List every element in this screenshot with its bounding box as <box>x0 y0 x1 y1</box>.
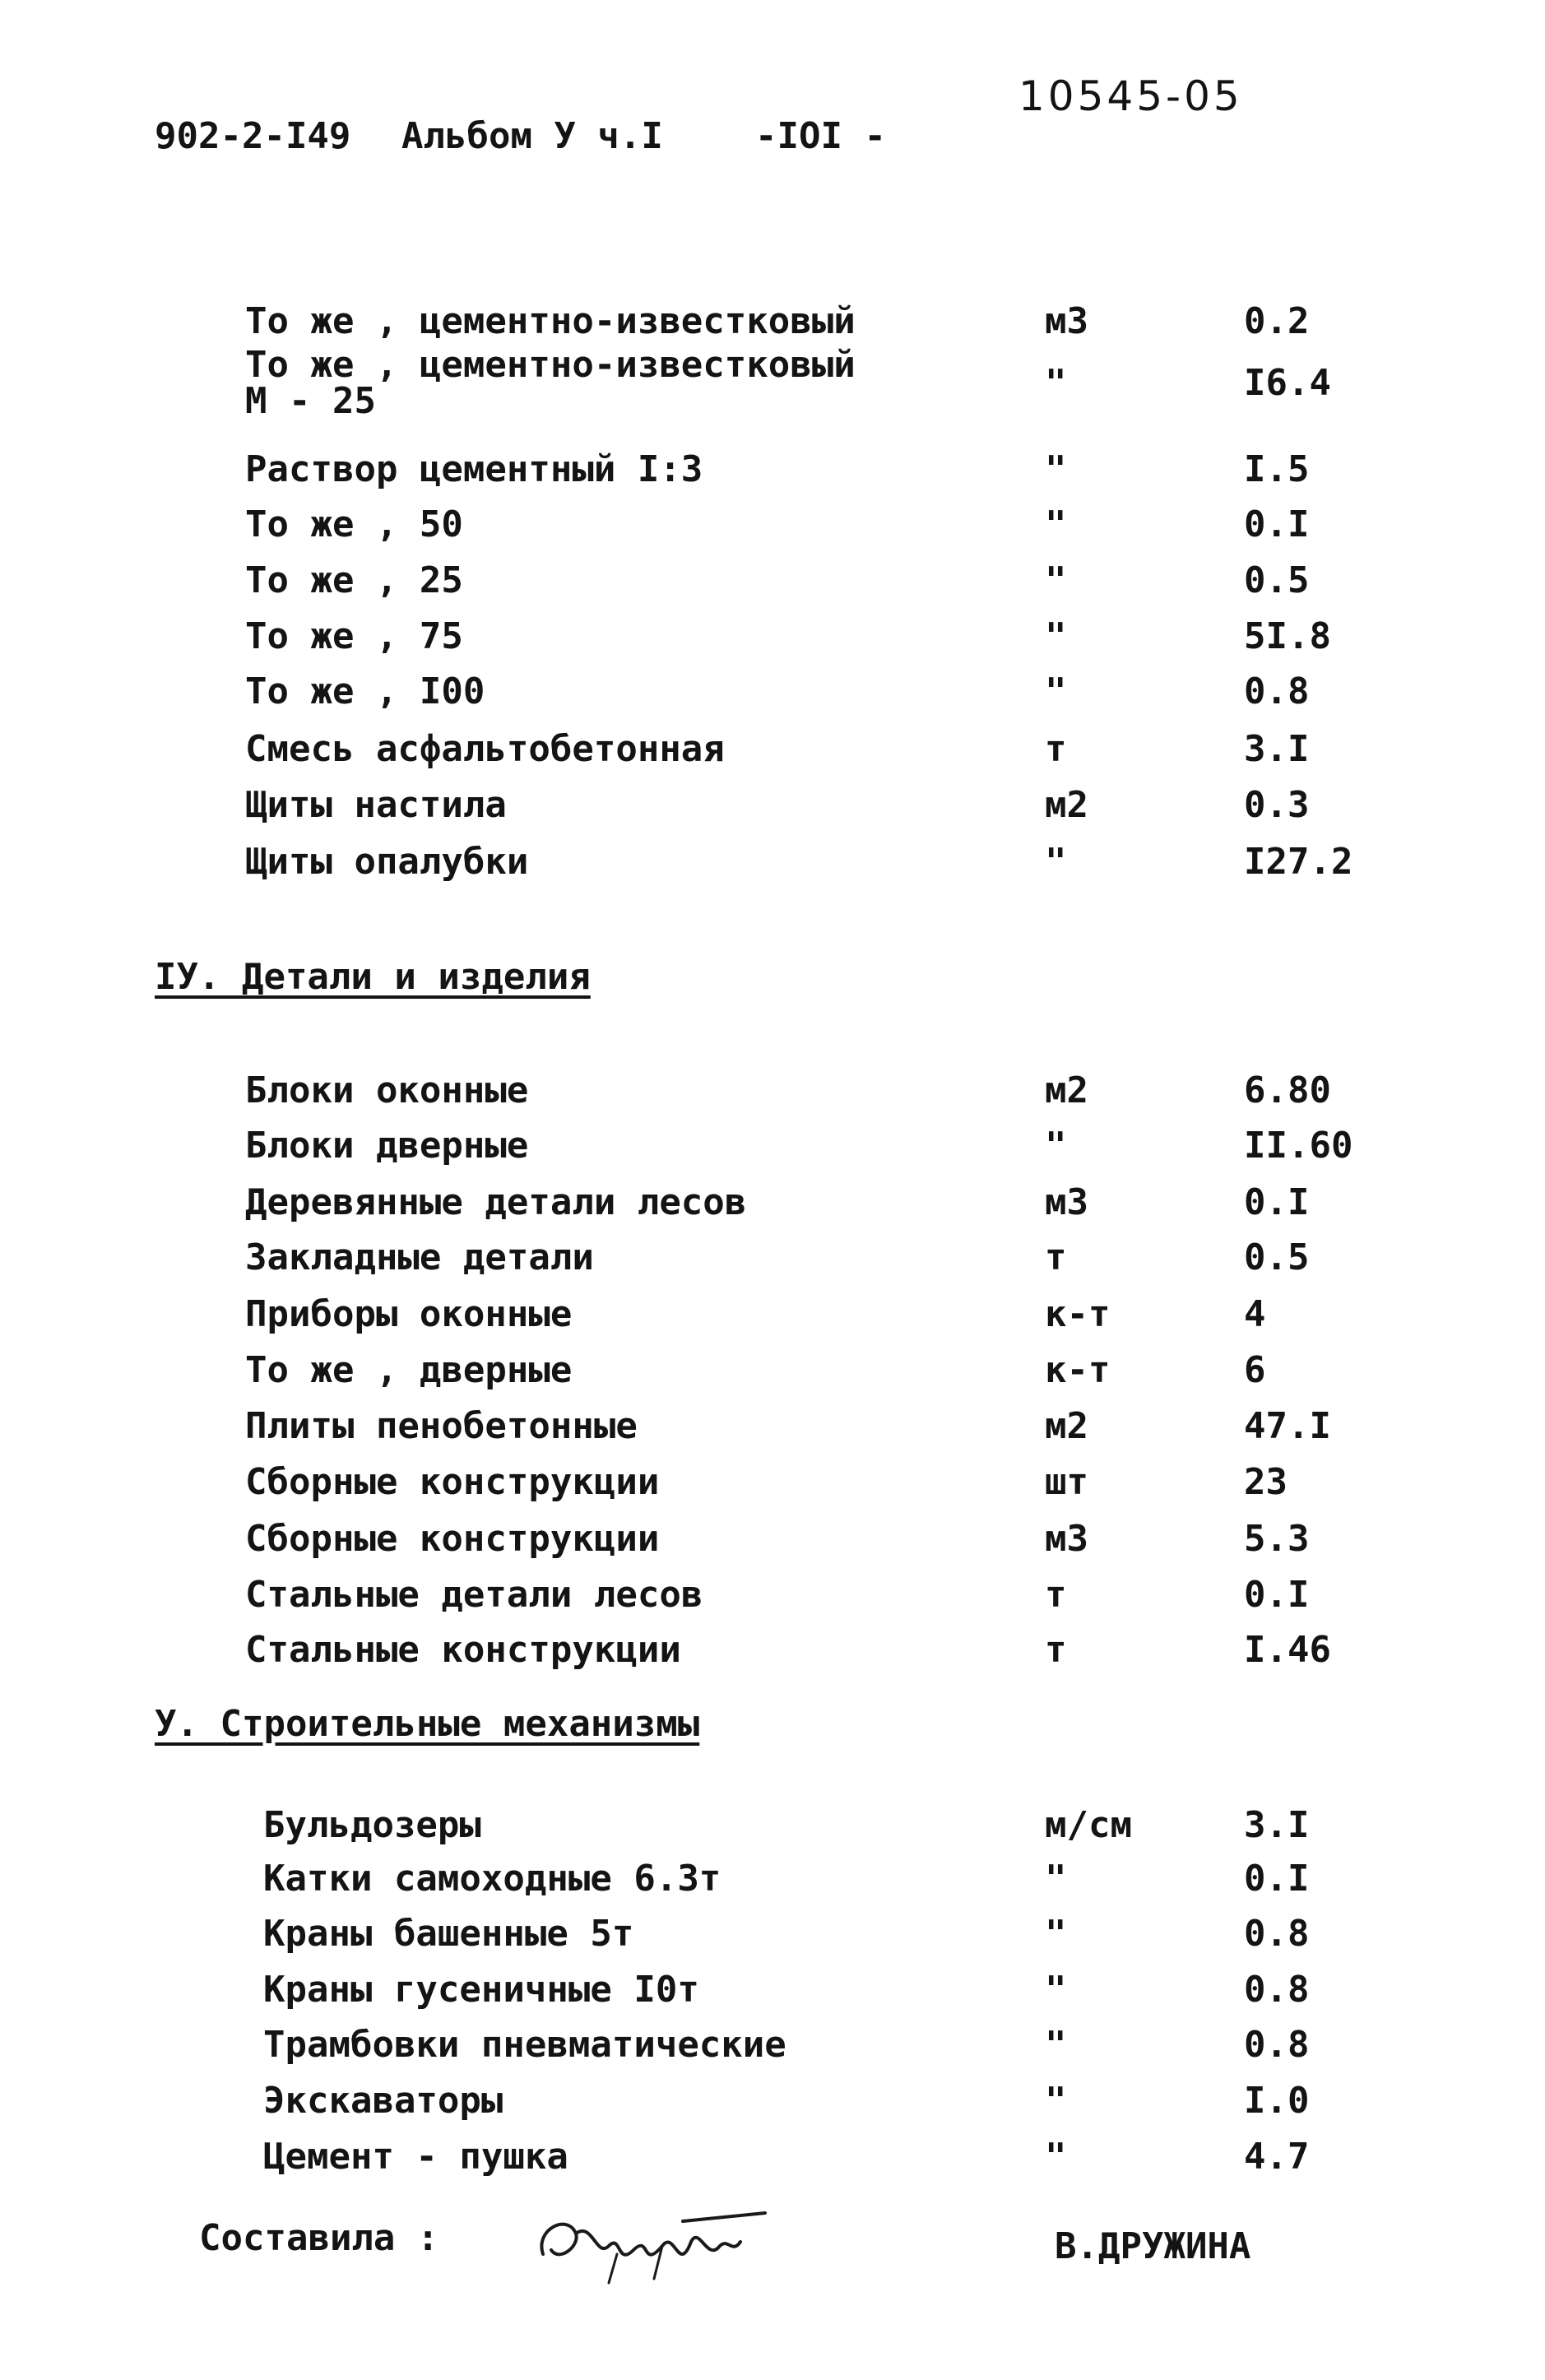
material-quantity: 5I.8 <box>1244 615 1331 657</box>
material-name: Щиты настила <box>245 784 507 826</box>
machine-row <box>263 1969 1408 2018</box>
machine-quantity: 0.8 <box>1244 1969 1310 2011</box>
machine-quantity: 4.7 <box>1244 2136 1310 2178</box>
material-unit: м2 <box>1045 784 1088 826</box>
material-unit: " <box>1045 559 1067 601</box>
material-unit: т <box>1045 728 1067 770</box>
part-quantity: 47.I <box>1244 1405 1331 1447</box>
handwritten-number: 10545-05 <box>1018 72 1243 120</box>
material-quantity: 0.2 <box>1244 300 1310 342</box>
material-quantity: 0.8 <box>1244 670 1310 712</box>
material-unit: " <box>1045 448 1067 490</box>
machine-name: Краны гусеничные I0т <box>263 1969 699 2011</box>
part-name: Сборные конструкции <box>245 1461 660 1503</box>
material-row <box>245 448 1408 498</box>
machine-row <box>263 1858 1408 1907</box>
machine-quantity: I.0 <box>1244 2080 1310 2122</box>
material-quantity: I27.2 <box>1244 841 1353 883</box>
machine-quantity: 0.8 <box>1244 2024 1310 2066</box>
part-unit: м3 <box>1045 1518 1088 1560</box>
material-name: То же , 25 <box>245 559 463 601</box>
machine-name: Цемент - пушка <box>263 2136 568 2178</box>
machine-quantity: 3.I <box>1244 1804 1310 1846</box>
material-row <box>245 344 1408 422</box>
machine-unit: м/см <box>1045 1804 1132 1846</box>
material-name: Щиты опалубки <box>245 841 529 883</box>
part-row <box>245 1125 1408 1174</box>
part-name: Стальные детали лесов <box>245 1574 703 1616</box>
machine-name: Экскаваторы <box>263 2080 503 2122</box>
machine-unit: " <box>1045 2136 1067 2178</box>
part-row <box>245 1629 1408 1678</box>
machine-name: Трамбовки пневматические <box>263 2024 786 2066</box>
part-name: Деревянные детали лесов <box>245 1181 747 1223</box>
part-row <box>245 1574 1408 1623</box>
machine-unit: " <box>1045 2080 1067 2122</box>
material-unit: " <box>1045 841 1067 883</box>
part-name: Приборы оконные <box>245 1293 573 1335</box>
machine-name: Бульдозеры <box>263 1804 481 1846</box>
material-name: То же , цементно-известковый М - 25 <box>245 344 856 422</box>
material-name: То же , цементно-известковый <box>245 300 856 342</box>
part-quantity: 0.I <box>1244 1181 1310 1223</box>
part-row <box>245 1405 1408 1454</box>
part-name: Плиты пенобетонные <box>245 1405 638 1447</box>
material-unit: " <box>1045 670 1067 712</box>
section-heading-machines: У. Строительные механизмы <box>155 1703 700 1745</box>
section-heading-parts: IУ. Детали и изделия <box>155 956 591 998</box>
material-row <box>245 841 1408 890</box>
part-quantity: 5.3 <box>1244 1518 1310 1560</box>
part-row <box>245 1461 1408 1510</box>
part-name: Закладные детали <box>245 1236 594 1278</box>
part-quantity: 6 <box>1244 1349 1266 1391</box>
material-quantity: 0.5 <box>1244 559 1310 601</box>
material-quantity: 0.3 <box>1244 784 1310 826</box>
machine-row <box>263 2080 1408 2129</box>
part-unit: к-т <box>1045 1293 1111 1335</box>
part-quantity: 6.80 <box>1244 1069 1331 1111</box>
material-row <box>245 300 1408 350</box>
part-row <box>245 1069 1408 1119</box>
signatory-name: В.ДРУЖИНА <box>1055 2225 1251 2267</box>
machine-name: Краны башенные 5т <box>263 1913 634 1955</box>
part-unit: м2 <box>1045 1405 1088 1447</box>
part-quantity: I.46 <box>1244 1629 1331 1671</box>
material-unit: м3 <box>1045 300 1088 342</box>
part-name: Блоки оконные <box>245 1069 529 1111</box>
part-row <box>245 1236 1408 1286</box>
machine-unit: " <box>1045 1858 1067 1900</box>
material-quantity: 0.I <box>1244 503 1310 545</box>
part-row <box>245 1293 1408 1343</box>
document-code: 902-2-I49 <box>155 115 351 157</box>
material-row <box>245 670 1408 720</box>
material-name: Раствор цементный I:3 <box>245 448 703 490</box>
part-quantity: 0.5 <box>1244 1236 1310 1278</box>
part-quantity: 23 <box>1244 1461 1288 1503</box>
part-unit: м3 <box>1045 1181 1088 1223</box>
part-unit: " <box>1045 1125 1067 1167</box>
signature-label: Составила : <box>199 2217 439 2259</box>
material-name: То же , I00 <box>245 670 485 712</box>
machine-unit: " <box>1045 1913 1067 1955</box>
machine-row <box>263 2136 1408 2185</box>
part-name: Сборные конструкции <box>245 1518 660 1560</box>
machine-unit: " <box>1045 1969 1067 2011</box>
material-quantity: 3.I <box>1244 728 1310 770</box>
material-unit: " <box>1045 503 1067 545</box>
material-name: Смесь асфальтобетонная <box>245 728 725 770</box>
material-name: То же , 75 <box>245 615 463 657</box>
machine-unit: " <box>1045 2024 1067 2066</box>
material-unit: " <box>1045 362 1067 404</box>
machine-row <box>263 1913 1408 1962</box>
album-label: Альбом У ч.I <box>401 115 663 157</box>
part-name: Стальные конструкции <box>245 1629 681 1671</box>
material-name: То же , 50 <box>245 503 463 545</box>
material-row <box>245 784 1408 833</box>
material-row <box>245 728 1408 777</box>
part-quantity: 4 <box>1244 1293 1266 1335</box>
part-unit: т <box>1045 1629 1067 1671</box>
part-name: Блоки дверные <box>245 1125 529 1167</box>
material-row <box>245 559 1408 609</box>
part-unit: м2 <box>1045 1069 1088 1111</box>
part-row <box>245 1518 1408 1567</box>
part-unit: к-т <box>1045 1349 1111 1391</box>
part-row <box>245 1181 1408 1231</box>
machine-quantity: 0.8 <box>1244 1913 1310 1955</box>
part-unit: т <box>1045 1574 1067 1616</box>
machine-row <box>263 2024 1408 2073</box>
part-row <box>245 1349 1408 1399</box>
material-row <box>245 615 1408 665</box>
part-quantity: 0.I <box>1244 1574 1310 1616</box>
material-row <box>245 503 1408 553</box>
page-number: -IОI - <box>755 115 886 157</box>
machine-quantity: 0.I <box>1244 1858 1310 1900</box>
machine-name: Катки самоходные 6.3т <box>263 1858 721 1900</box>
part-unit: т <box>1045 1236 1067 1278</box>
material-unit: " <box>1045 615 1067 657</box>
material-quantity: I6.4 <box>1244 362 1331 404</box>
machine-row <box>263 1804 1408 1853</box>
material-quantity: I.5 <box>1244 448 1310 490</box>
part-unit: шт <box>1045 1461 1088 1503</box>
part-quantity: II.60 <box>1244 1125 1353 1167</box>
handwritten-signature <box>518 2197 790 2287</box>
part-name: То же , дверные <box>245 1349 573 1391</box>
